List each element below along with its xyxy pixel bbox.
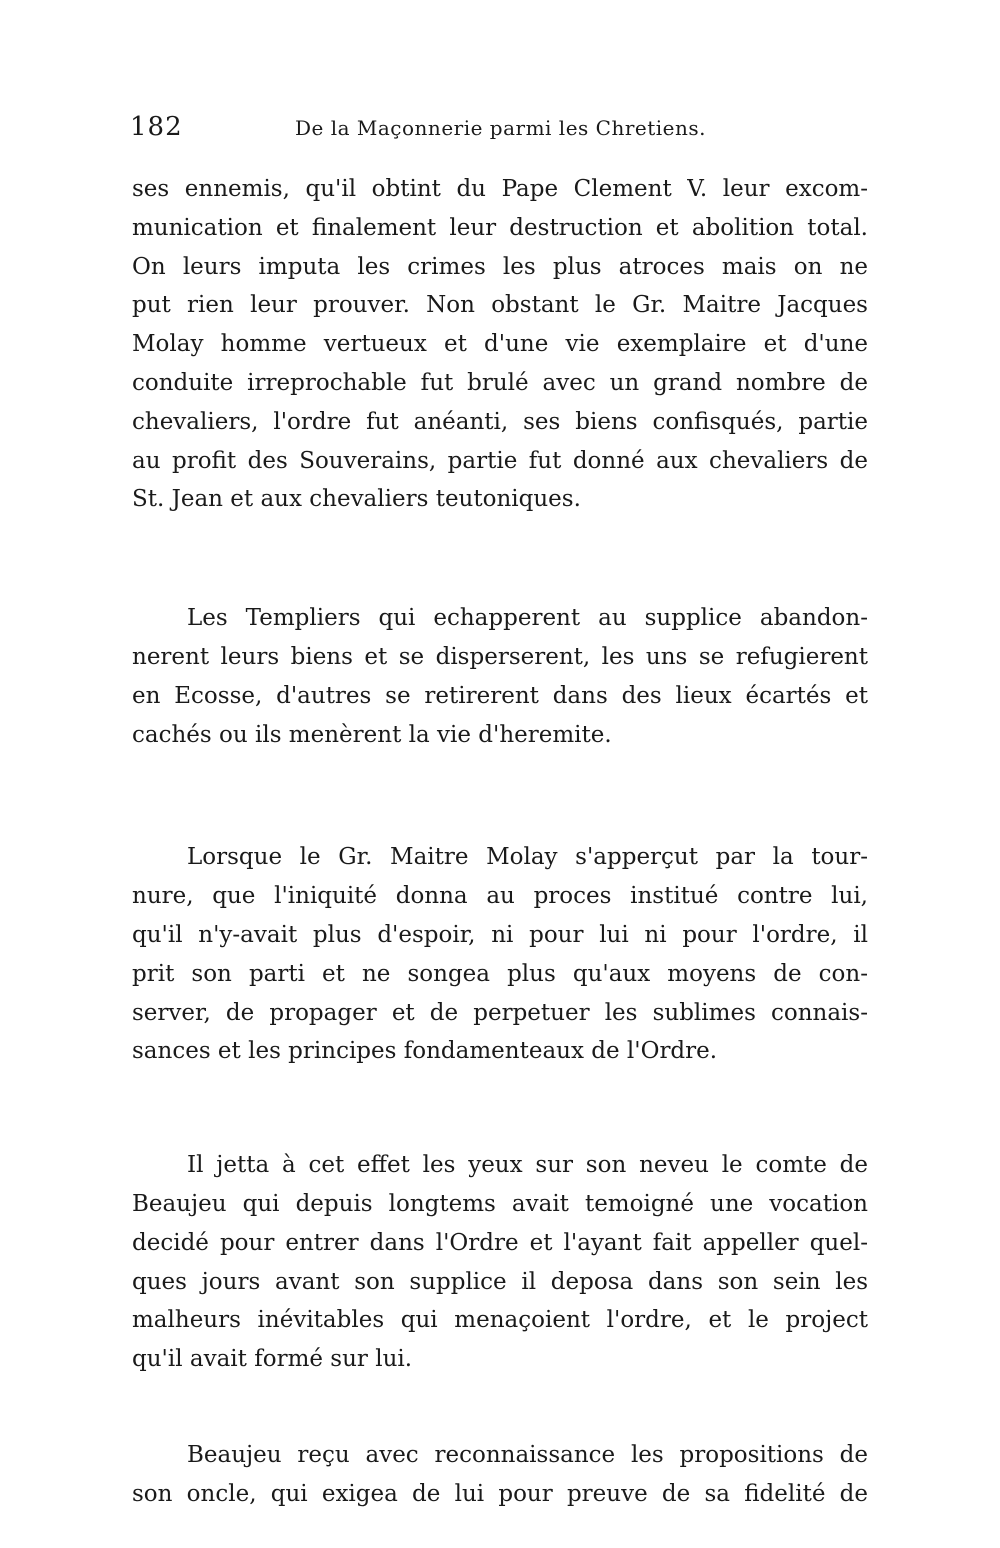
paragraph-1 (132, 170, 868, 519)
text-line: qu'il avait formé sur lui. (132, 1346, 413, 1373)
paragraph-gap (132, 1071, 868, 1146)
text-line: malheurs inévitables qui menaçoient l'ordre, et le project (132, 1307, 868, 1334)
page-number: 182 (130, 112, 183, 142)
text-line: cachés ou ils menèrent la vie d'heremite. (132, 721, 612, 748)
text-line: St. Jean et aux chevaliers teutoniques. (132, 486, 581, 513)
text-line: nerent leurs biens et se disperserent, les uns se refugierent (132, 643, 868, 670)
text-line: Molay homme vertueux et d'une vie exemplaire et d'une (132, 331, 868, 358)
paragraph-gap (132, 1379, 868, 1436)
text-line: put rien leur prouver. Non obstant le Gr. Maitre Jacques (132, 292, 868, 319)
text-line: ses ennemis, qu'il obtint du Pape Clement V. leur excom- (132, 176, 868, 202)
text-line: son oncle, qui exigea de lui pour preuve de sa fidelité de (132, 1480, 868, 1507)
text-line: Beaujeu qui depuis longtems avait temoigné une vocation (132, 1190, 868, 1217)
paragraph-3 (132, 838, 868, 1071)
text-line: nure, que l'iniquité donna au proces institué contre lui, (132, 883, 868, 910)
paragraph-2 (132, 599, 868, 754)
text-line: server, de propager et de perpetuer les sublimes connais- (132, 999, 868, 1026)
text-line: Les Templiers qui echapperent au supplice abandon- (187, 605, 868, 632)
page-header (130, 112, 870, 148)
paragraph-4 (132, 1146, 868, 1379)
text-line: On leurs imputa les crimes les plus atroces mais on ne (132, 253, 868, 280)
text-line: conduite irreprochable fut brulé avec un grand nombre de (132, 369, 868, 396)
text-line: Lorsque le Gr. Maitre Molay s'apperçut par la tour- (187, 844, 868, 871)
text-line: sances et les principes fondamenteaux de l'Ordre. (132, 1038, 718, 1065)
text-line: en Ecosse, d'autres se retirerent dans des lieux écartés et (132, 682, 868, 709)
text-line: Il jetta à cet effet les yeux sur son neveu le comte de (187, 1152, 868, 1179)
paragraph-5 (132, 1436, 868, 1514)
running-title: De la Maçonnerie parmi les Chretiens. (295, 116, 707, 140)
text-line: qu'il n'y-avait plus d'espoir, ni pour lui ni pour l'ordre, il (132, 921, 868, 948)
text-line: munication et finalement leur destruction et abolition total. (132, 214, 868, 241)
paragraph-gap (132, 519, 868, 599)
text-line: decidé pour entrer dans l'Ordre et l'ayant fait appeller quel- (132, 1229, 868, 1256)
text-line: prit son parti et ne songea plus qu'aux moyens de con- (132, 960, 868, 987)
text-line: chevaliers, l'ordre fut anéanti, ses biens confisqués, partie (132, 408, 868, 435)
paragraph-gap (132, 754, 868, 838)
text-line: Beaujeu reçu avec reconnaissance les propositions de (187, 1441, 868, 1468)
text-line: ques jours avant son supplice il deposa dans son sein les (132, 1268, 868, 1295)
text-line: au profit des Souverains, partie fut donné aux chevaliers de (132, 447, 868, 474)
body-text (132, 170, 868, 1514)
